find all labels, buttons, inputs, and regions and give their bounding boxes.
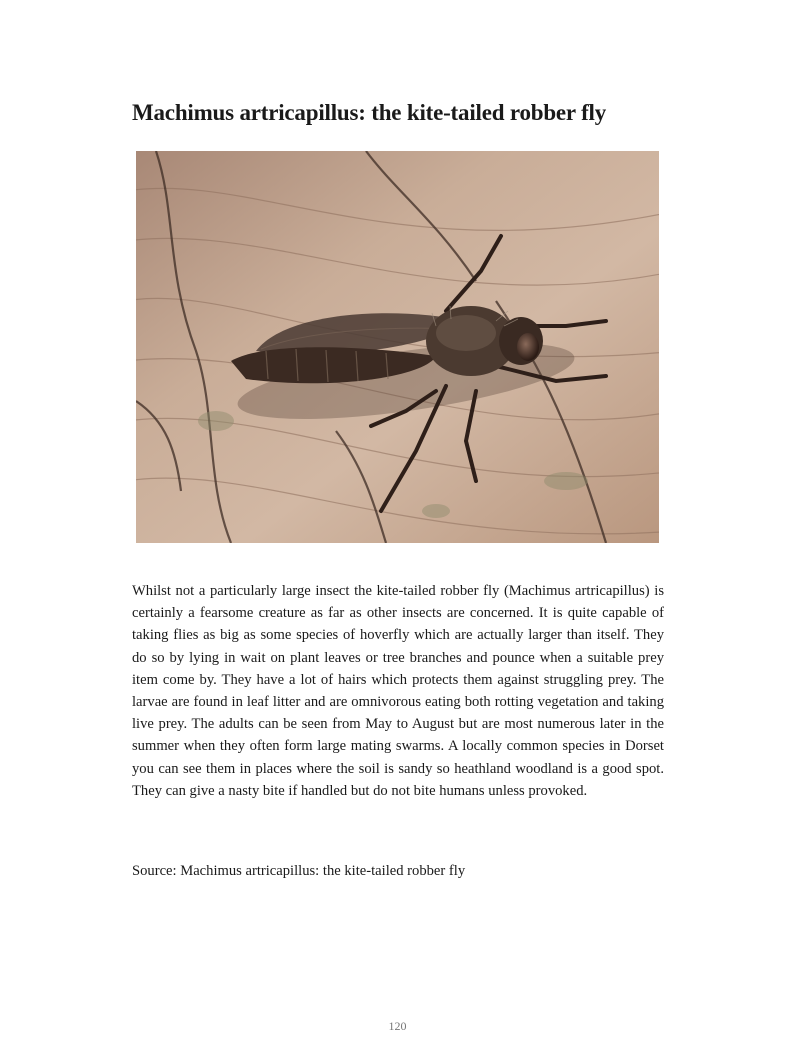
source-citation: Source: Machimus artricapillus: the kite-tailed robber fly — [132, 863, 466, 879]
page-number: 120 — [388, 1019, 407, 1033]
robber-fly-illustration — [136, 151, 659, 543]
robber-fly-photo — [136, 151, 659, 543]
page-title: Machimus artricapillus: the kite-tailed robber fly — [132, 100, 607, 125]
article-body: Whilst not a particularly large insect the kite-tailed robber fly (Machimus artricapillus) is certainly a fearsome creature as far as other insects are concerned. It is quite capable of taking flies as big as some species of hoverfly which are actually larger than itself. They do so by lying in wait on plant leaves or tree branches and pounce when a suitable prey item come by. They have a lot of hairs which protects them against struggling prey. The larvae are found in leaf litter and are omnivorous eating both rotting vegetation and taking live prey. The adults can be seen from May to August but are most numerous later in the summer when they often form large mating swarms. A locally common species in Dorset you can see them in places where the soil is sandy so heathland woodland is a good spot. They can give a nasty bite if handled but do not bite humans unless provoked. — [132, 583, 664, 799]
